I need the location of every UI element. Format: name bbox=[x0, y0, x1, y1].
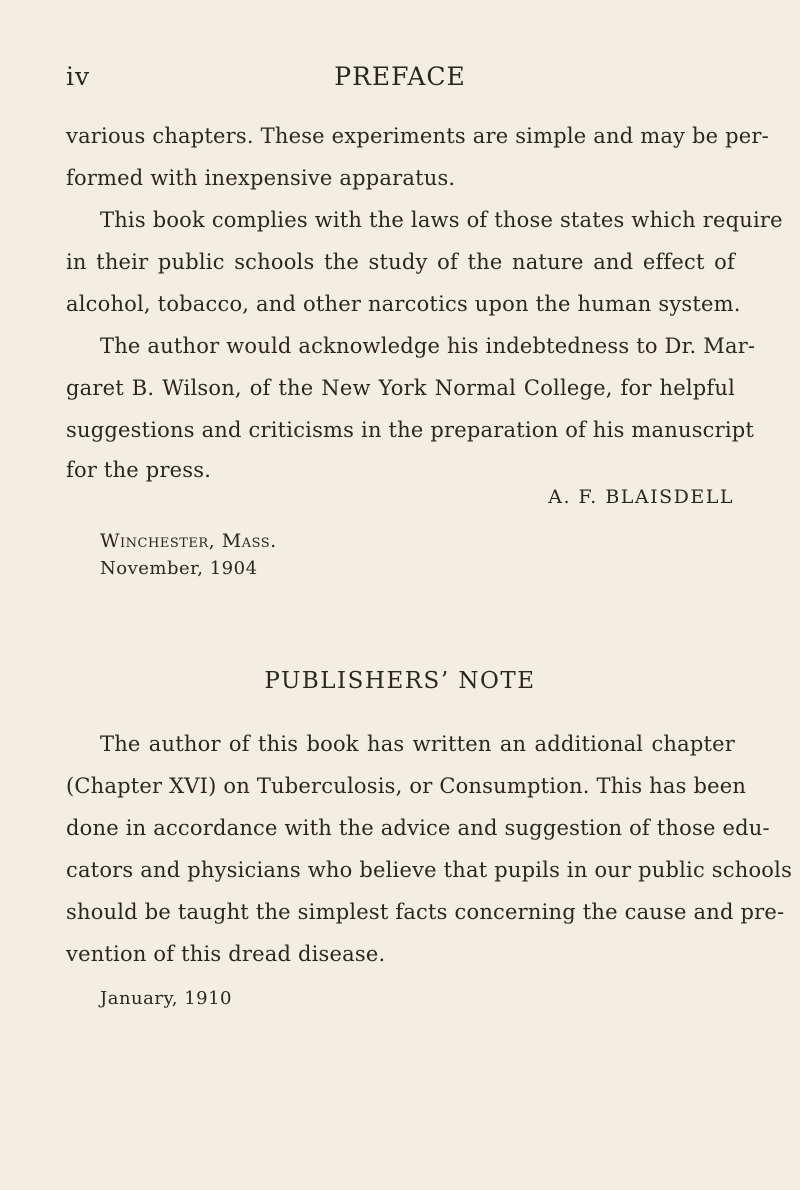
preface-line-7: garet B. Wilson, of the New York Normal College, for helpful bbox=[66, 376, 735, 400]
note-line-4: cators and physicians who believe that pupils in our public schools bbox=[66, 858, 793, 882]
preface-line-9: for the press. bbox=[66, 458, 212, 482]
preface-line-8: suggestions and criticisms in the preparation of his manuscript bbox=[66, 418, 755, 442]
preface-date: November, 1904 bbox=[100, 558, 258, 579]
running-head: PREFACE bbox=[334, 62, 466, 91]
section-title: PUBLISHERS’ NOTE bbox=[264, 668, 536, 694]
preface-line-4: in their public schools the study of the nature and effect of bbox=[66, 250, 735, 274]
preface-line-1: various chapters. These experiments are simple and may be per- bbox=[66, 124, 769, 148]
author-signature: A. F. BLAISDELL bbox=[548, 486, 734, 508]
preface-line-3: This book complies with the laws of those states which require bbox=[100, 208, 783, 232]
note-line-2: (Chapter XVI) on Tuberculosis, or Consumption. This has been bbox=[66, 774, 747, 798]
preface-line-2: formed with inexpensive apparatus. bbox=[66, 166, 456, 190]
preface-line-5: alcohol, tobacco, and other narcotics upon the human system. bbox=[66, 292, 741, 316]
note-line-3: done in accordance with the advice and suggestion of those edu- bbox=[66, 816, 770, 840]
preface-line-6: The author would acknowledge his indebtedness to Dr. Mar- bbox=[100, 334, 756, 358]
page-number: iv bbox=[66, 62, 91, 91]
note-line-5: should be taught the simplest facts concerning the cause and pre- bbox=[66, 900, 785, 924]
note-line-6: vention of this dread disease. bbox=[66, 942, 386, 966]
preface-place: Winchester, Mass. bbox=[100, 530, 277, 552]
note-date: January, 1910 bbox=[100, 988, 232, 1009]
note-line-1: The author of this book has written an additional chapter bbox=[100, 732, 735, 756]
